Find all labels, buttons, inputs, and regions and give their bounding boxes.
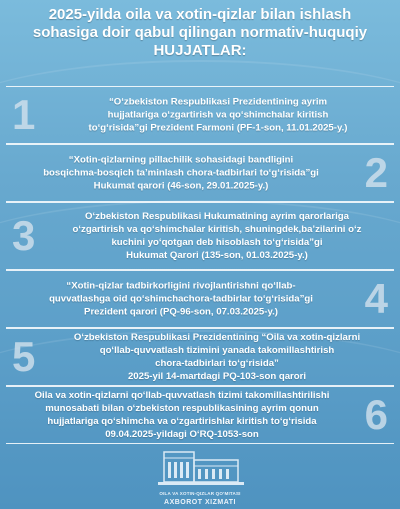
item-text [50, 96, 386, 135]
item-line: “O‘zbekiston Respublikasi Prezidentining ayrim [108, 96, 328, 108]
document-item-3 [6, 202, 394, 270]
item-text [10, 389, 354, 441]
item-line: “Xotin-qizlar tadbirkorligini rivojlantirishni qo‘llab- [66, 280, 296, 292]
item-text [12, 154, 350, 193]
item-line: Prezident qarori (PQ-96-son, 07.03.2025-y.) [84, 306, 278, 318]
item-number: 1 [12, 91, 36, 138]
item-line: 09.04.2025-yildagi O‘RQ-1053-son [105, 429, 259, 440]
title-line: HUJJATLAR: [153, 42, 247, 59]
item-line: Hukumat qarori (46-son, 29.01.2025-y.) [93, 180, 269, 192]
item-number: 5 [12, 333, 36, 380]
item-line: hujjatlariga o‘zgartirish va qo‘shimchalar kiritish [107, 109, 329, 121]
item-line: munosabati bilan o‘zbekiston respublikasining ayrim qonun [45, 403, 319, 414]
title-line: 2025-yilda oila va xotin-qizlar bilan ishlash [48, 6, 352, 23]
document-item-2 [6, 144, 394, 202]
item-number: 4 [364, 275, 388, 322]
item-line: hujjatlariga qo‘shimcha va o‘zgartirishlar kiritish to‘g‘risida [47, 416, 317, 427]
item-text [44, 210, 390, 262]
item-line: O‘zbekiston Respublikasi Prezidentining “Oila va xotin-qizlarni [73, 332, 361, 343]
document-item-6 [6, 386, 394, 444]
document-item-1 [6, 86, 394, 144]
item-line: kuchini yo‘qotgan deb hisoblash to‘g‘risida”gi [111, 237, 323, 248]
document-item-5 [6, 328, 394, 386]
item-line: qo‘llab-quvvatlash tizimini yanada takomillashtirish [99, 345, 335, 356]
item-line: chora-tadbirlari to‘g‘risida” [155, 358, 279, 369]
item-line: to‘g‘risida”gi Prezident Farmoni (PF-1-son, 11.01.2025-y.) [88, 122, 348, 134]
item-number: 2 [364, 149, 388, 196]
item-line: 2025-yil 14-martdagi PQ-103-son qarori [127, 371, 307, 382]
item-line: bosqichma-bosqich ta’minlash chora-tadbirlari to‘g‘risida”gi [43, 167, 319, 179]
logo-caption-small: OILA VA XOTIN-QIZLAR QO‘MITASI [159, 491, 241, 496]
building-logo-icon [150, 446, 250, 490]
item-text [12, 280, 350, 319]
item-line: Hukumat Qarori (135-son, 01.03.2025-y.) [126, 250, 308, 261]
page-title [10, 6, 390, 60]
item-line: quvvatlashga oid qo‘shimchachora-tadbirlar to‘g‘risida”gi [49, 293, 313, 305]
item-line: o‘zgartirish va qo‘shimchalar kiritish, shuningdek,ba’zilarini o‘z [72, 224, 362, 235]
logo-caption-large: AXBOROT XIZMATI [164, 499, 236, 506]
item-line: Oila va xotin-qizlarni qo‘llab-quvvatlash tizimi takomillashtirilishi [34, 390, 330, 401]
item-line: “Xotin-qizlarning pillachilik sohasidagi bandligini [68, 154, 294, 166]
item-number: 3 [12, 212, 36, 259]
title-line: sohasiga doir qabul qilingan normativ-huquqiy [32, 24, 368, 41]
item-text [44, 331, 390, 383]
item-line: O‘zbekiston Respublikasi Hukumatining ayrim qarorlariga [85, 211, 349, 222]
document-item-4 [6, 270, 394, 328]
item-number: 6 [364, 391, 388, 438]
